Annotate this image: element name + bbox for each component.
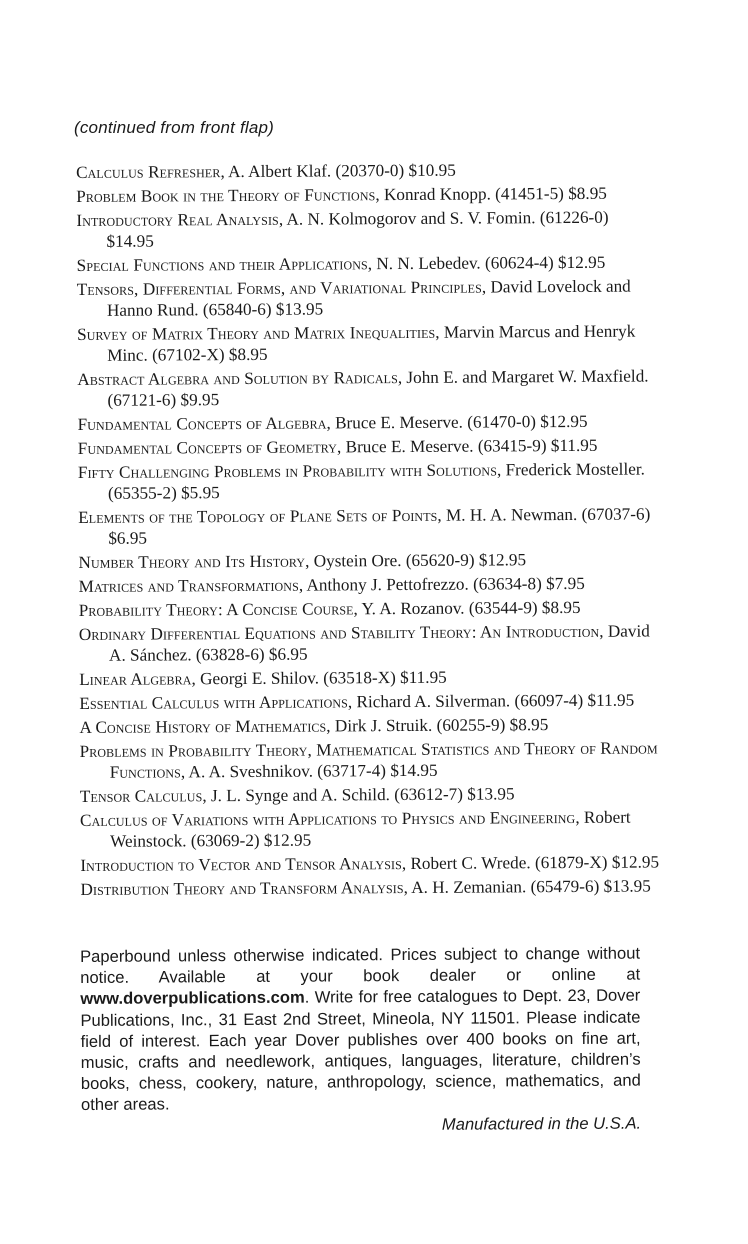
book-entry [80,806,660,852]
book-entry [79,713,659,738]
manufactured-note: Manufactured in the U.S.A. [441,1113,642,1134]
book-entry [80,851,660,876]
book-details: , M. H. A. Newman. (67037-6) $6.95 [108,504,651,548]
book-details: , Y. A. Rozanov. (63544-9) $8.95 [353,597,581,619]
book-list [76,158,661,903]
book-entry [80,782,660,807]
book-details: , Richard A. Silverman. (66097-4) $11.95 [347,690,635,712]
book-entry [77,365,657,411]
book-entry [79,665,659,690]
book-title: Number Theory and Its History [78,551,306,572]
book-details: , A. Albert Klaf. (20370-0) $10.95 [220,160,456,182]
book-details: , Oystein Ore. (65620-9) $12.95 [305,550,527,571]
book-details: , Konrad Knopp. (41451-5) $8.95 [375,183,607,205]
book-title: Distribution Theory and Transform Analysis [80,878,404,899]
book-details: , A. N. Kolmogorov and S. V. Fomin. (61226-0) $14.95 [106,207,609,251]
notice-text-end: . Write for free catalogues to Dept. 23, Dover Publications, Inc., 31 East 2nd Street, Mineola, NY 11501. Please indicate field of interest. Each year Dover publishes over 400 books on fine art, music, crafts and needlework, antiques, languages, literature, children’s books, chess, cookery, nature, anthropology, science, mathematics, and other areas. [80,985,641,1115]
book-details: , John E. and Margaret W. Maxfield. (67121-6) $9.95 [107,366,649,410]
book-details: , Bruce E. Meserve. (61470-0) $12.95 [326,411,588,433]
book-details: , Anthony J. Pettofrezzo. (63634-8) $7.95 [298,573,585,595]
book-title: Calculus Refresher [76,162,221,182]
book-title: Elements of the Topology of Plane Sets of Points [78,505,438,527]
book-title: Survey of Matrix Theory and Matrix Inequalities [76,322,436,344]
notice-text-start: Paperbound unless otherwise indicated. Prices subject to change without notice. Available at your book dealer or online at [80,943,641,988]
book-details: , David Lovelock and Hanno Rund. (65840-6) $13.95 [106,276,631,320]
book-title: Problems in Probability Theory, Mathematical Statistics and Theory of Random Functions [79,738,658,782]
book-details: , Bruce E. Meserve. (63415-9) $11.95 [336,435,598,457]
book-title: Abstract Algebra and Solution by Radicals [77,368,398,389]
book-title: Fundamental Concepts of Geometry [77,437,338,458]
book-title: Special Functions and their Applications [76,254,368,275]
book-entry [78,410,658,435]
book-title: Probability Theory: A Concise Course [78,599,354,620]
book-entry [78,503,658,549]
book-entry [76,158,656,183]
book-details: , Marvin Marcus and Henryk Minc. (67102-X) $8.95 [107,321,636,365]
book-title: Ordinary Differential Equations and Stability Theory: An Introduction [78,621,600,644]
book-title: Linear Algebra [79,669,192,689]
book-entry [77,251,657,276]
book-title: Fundamental Concepts of Algebra [77,413,327,434]
dover-website-link[interactable]: www.doverpublications.com [80,988,305,1009]
book-details: , A. A. Sveshnikov. (63717-4) $14.95 [180,760,438,782]
book-title: Calculus of Variations with Applications to Physics and Engineering [79,807,576,830]
book-details: , Robert C. Wrede. (61879-X) $12.95 [401,852,660,874]
book-title: Introductory Real Analysis [76,209,279,230]
book-details: , David A. Sánchez. (63828-6) $6.95 [108,621,650,665]
book-details: , J. L. Synge and A. Schild. (63612-7) $13.95 [202,784,515,806]
book-details: , Dirk J. Struik. (60255-9) $8.95 [326,715,549,736]
book-entry [79,572,659,597]
book-details: , A. H. Zemanian. (65479-6) $13.95 [403,876,651,898]
book-title: Fifty Challenging Problems in Probability with Solutions [77,460,497,482]
book-details: , Robert Weinstock. (63069-2) $12.95 [110,807,631,851]
book-title: Problem Book in the Theory of Functions [76,185,376,206]
book-entry [78,434,658,459]
publisher-notice [80,943,641,1137]
book-entry [77,275,657,321]
book-entry [78,548,658,573]
book-details: , Frederick Mosteller. (65355-2) $5.95 [107,459,645,503]
book-entry [79,596,659,621]
book-entry [77,320,657,366]
book-entry [76,206,656,252]
book-entry [80,737,660,783]
book-details: , Georgi E. Shilov. (63518-X) $11.95 [191,667,447,689]
book-entry [78,458,658,504]
book-title: Matrices and Transformations [78,575,299,596]
book-title: Introduction to Vector and Tensor Analysis [80,854,402,875]
book-entry [80,875,660,900]
book-details: , N. N. Lebedev. (60624-4) $12.95 [367,252,606,274]
book-title: Tensor Calculus [79,786,203,806]
book-entry [79,620,659,666]
book-title: A Concise History of Mathematics [79,716,327,737]
continued-note: (continued from front flap) [74,118,275,137]
book-title: Essential Calculus with Applications [79,692,348,713]
book-title: Tensors, Differential Forms, and Variational Principles [76,277,482,299]
book-entry [76,182,656,207]
book-entry [79,689,659,714]
